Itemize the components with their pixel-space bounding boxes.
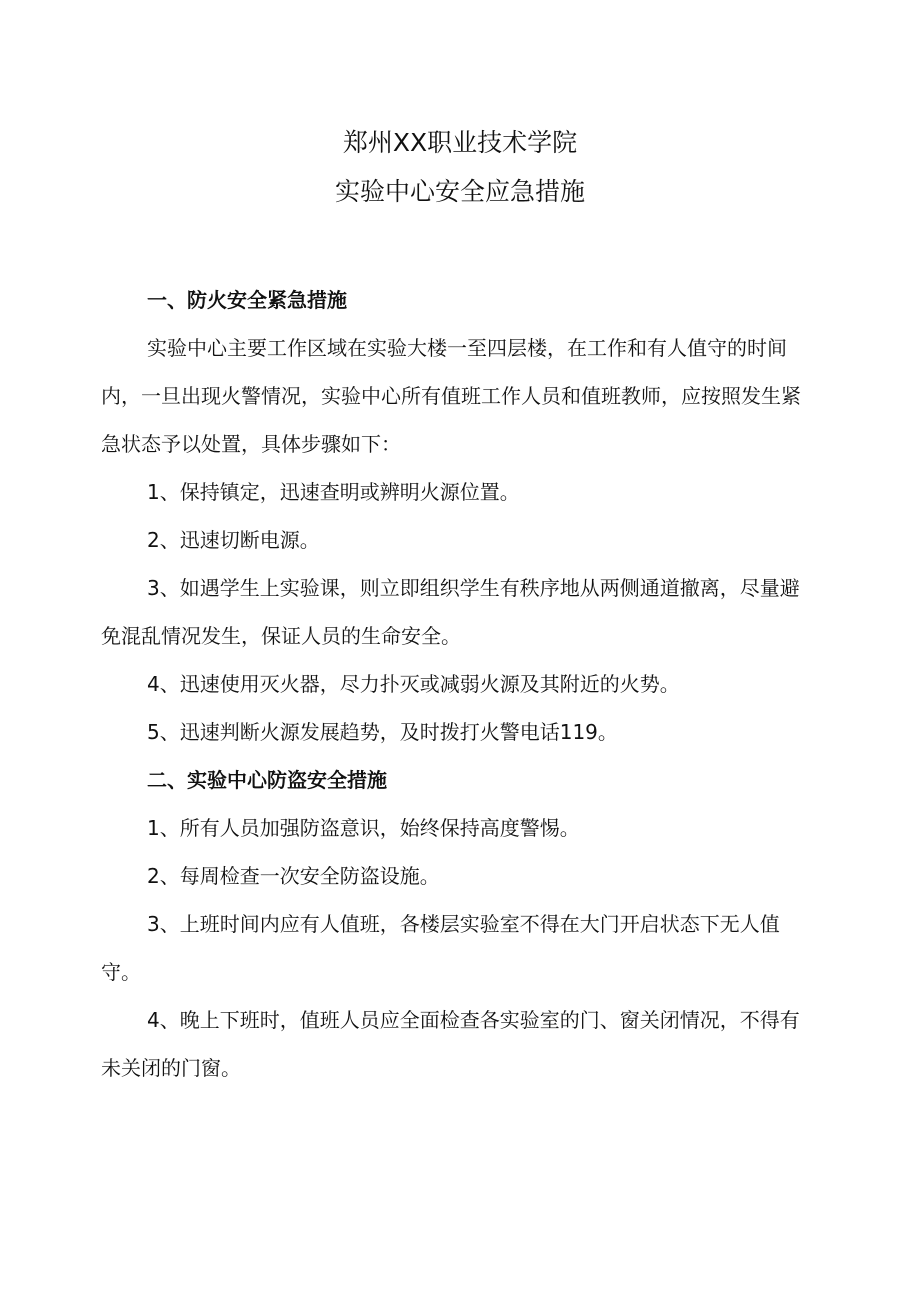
section-heading-theft: 二、实验中心防盗安全措施 <box>147 768 387 792</box>
fire-step-4: 4、迅速使用灭火器，尽力扑灭或减弱火源及其附近的火势。 <box>147 672 680 696</box>
document-body <box>101 276 817 1092</box>
document-title: 郑州XX职业技术学院 <box>342 128 578 157</box>
fire-step-1: 1、保持镇定，迅速查明或辨明火源位置。 <box>147 480 520 504</box>
fire-step-3: 3、如遇学生上实验课，则立即组织学生有秩序地从两侧通道撤离，尽量避免混乱情况发生，保证人员的生命安全。 <box>101 576 800 648</box>
theft-step-2: 2、每周检查一次安全防盗设施。 <box>147 864 440 888</box>
section-heading-fire: 一、防火安全紧急措施 <box>147 288 347 312</box>
fire-step-5: 5、迅速判断火源发展趋势，及时拨打火警电话119。 <box>147 720 618 744</box>
document-subtitle: 实验中心安全应急措施 <box>334 177 585 206</box>
fire-step-2: 2、迅速切断电源。 <box>147 528 320 552</box>
theft-step-4: 4、晚上下班时，值班人员应全面检查各实验室的门、窗关闭情况，不得有未关闭的门窗。 <box>101 1008 800 1080</box>
section-intro-fire: 实验中心主要工作区域在实验大楼一至四层楼，在工作和有人值守的时间内，一旦出现火警情况，实验中心所有值班工作人员和值班教师，应按照发生紧急状态予以处置，具体步骤如下： <box>101 336 801 456</box>
theft-step-1: 1、所有人员加强防盗意识，始终保持高度警惕。 <box>147 816 580 840</box>
theft-step-3: 3、上班时间内应有人值班，各楼层实验室不得在大门开启状态下无人值守。 <box>101 912 780 984</box>
